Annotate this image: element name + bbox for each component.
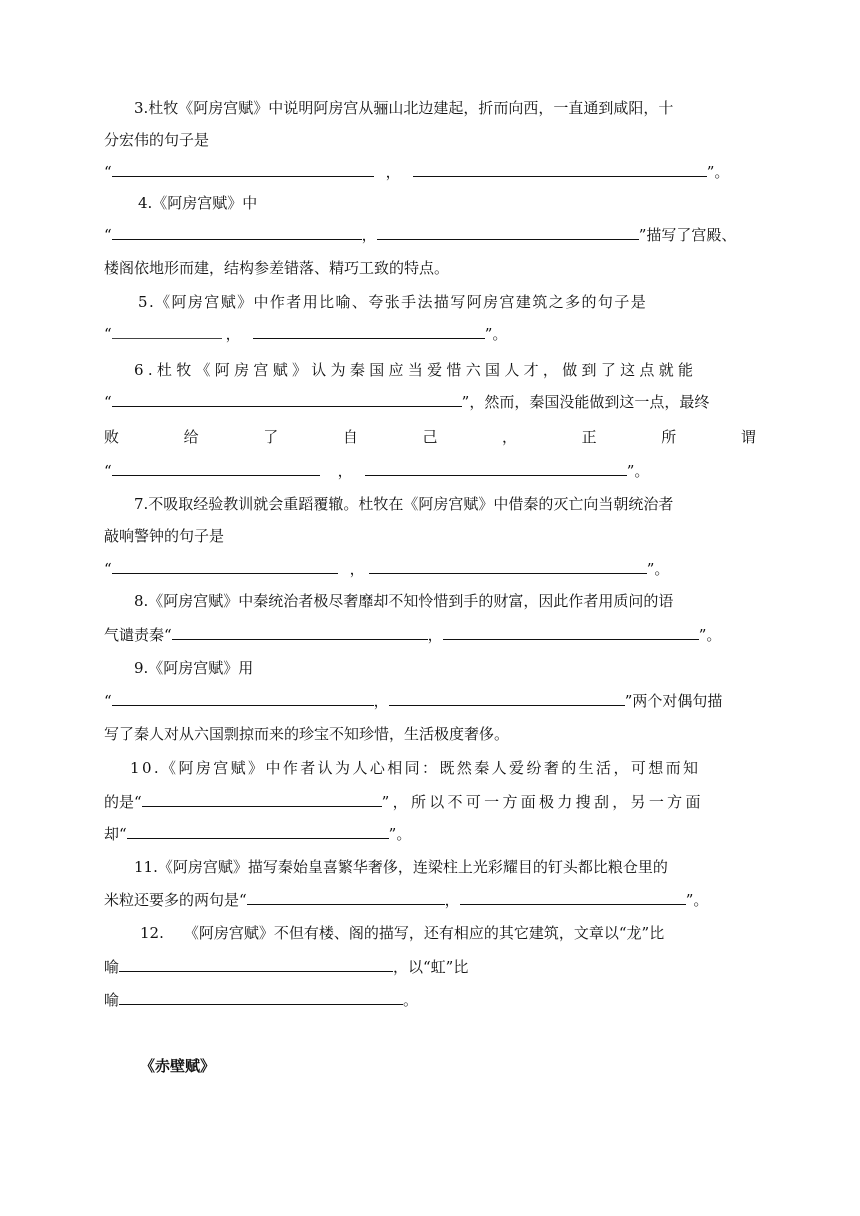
- q6-answer-line-2: [104, 459, 649, 483]
- q4-answer-line: [104, 223, 736, 247]
- q12-answer-line-1: [104, 955, 468, 979]
- q12-answer-line-2: [104, 988, 418, 1012]
- answer-blank[interactable]: [247, 888, 445, 905]
- q4-after-text: ”描写了宫殿、: [638, 226, 737, 244]
- q8-line1: 8.《阿房宫赋》中秦统治者极尽奢靡却不知怜惜到手的财富，因此作者用质问的语: [134, 592, 674, 610]
- q6-char: 自: [342, 428, 358, 446]
- period: 。: [403, 991, 419, 1009]
- answer-blank[interactable]: [172, 623, 428, 640]
- answer-blank[interactable]: [443, 623, 699, 640]
- answer-blank[interactable]: [119, 955, 393, 972]
- q7-answer-line: [104, 557, 669, 581]
- open-quote: “: [104, 560, 112, 578]
- answer-blank[interactable]: [112, 160, 374, 177]
- open-quote: “: [104, 163, 112, 181]
- close-quote: ”。: [484, 325, 508, 343]
- q6-char: 己: [422, 428, 438, 446]
- q12-number: 12.: [140, 924, 164, 942]
- q6-after-text: ”，然而，秦国没能做到这一点，最终: [461, 393, 710, 411]
- q5-line1: 5.《阿房宫赋》中作者用比喻、夸张手法描写阿房宫建筑之多的句子是: [138, 293, 648, 311]
- answer-blank[interactable]: [142, 790, 382, 807]
- comma: ，: [444, 891, 460, 909]
- close-quote: ”。: [626, 462, 650, 480]
- q6-line1: 6.杜牧《阿房宫赋》认为秦国应当爱惜六国人才，做到了这点就能: [134, 361, 698, 379]
- q5-answer-line: [104, 322, 507, 346]
- open-quote: “: [104, 226, 112, 244]
- q6-answer-line: [104, 390, 709, 414]
- open-quote: “: [104, 462, 112, 480]
- open-quote: “: [104, 692, 112, 710]
- q6-char: 所: [661, 428, 677, 446]
- q12-line2-prefix: 喻: [104, 958, 120, 976]
- close-quote: ”。: [646, 560, 670, 578]
- q8-line2-prefix: 气谴责秦“: [104, 626, 172, 644]
- q6-char: ，: [502, 428, 518, 446]
- close-quote: ”。: [685, 891, 709, 909]
- answer-blank[interactable]: [112, 557, 338, 574]
- q10-line2-prefix: 的是“: [104, 793, 142, 811]
- comma: ，: [361, 226, 377, 244]
- close-quote: ”。: [698, 626, 722, 644]
- q10-line2-suffix: ”，所以不可一方面极力搜刮，另一方面: [381, 793, 704, 811]
- section-heading: 《赤壁赋》: [140, 1057, 216, 1075]
- answer-blank[interactable]: [389, 689, 625, 706]
- q12-line3-prefix: 喻: [104, 991, 120, 1009]
- q7-line1: 7.不吸取经验教训就会重蹈覆辙。杜牧在《阿房宫赋》中借秦的灭亡向当朝统治者: [134, 495, 674, 513]
- q11-line2-prefix: 米粒还要多的两句是“: [104, 891, 247, 909]
- answer-blank[interactable]: [112, 689, 374, 706]
- q4-line3: 楼阁依地形而建，结构参差错落、精巧工致的特点。: [104, 259, 450, 277]
- comma: ，: [337, 462, 353, 480]
- answer-blank[interactable]: [253, 322, 485, 339]
- answer-blank[interactable]: [119, 988, 403, 1005]
- q4-line1: 4.《阿房宫赋》中: [138, 194, 258, 212]
- open-quote: “: [104, 325, 112, 343]
- comma: ，: [385, 163, 401, 181]
- q6-char: 败: [104, 428, 120, 446]
- answer-blank[interactable]: [369, 557, 647, 574]
- answer-blank[interactable]: [127, 822, 389, 839]
- q12-line2-suffix: ，以“虹”比: [393, 958, 469, 976]
- answer-blank[interactable]: [112, 390, 462, 407]
- q10-line1: 10.《阿房宫赋》中作者认为人心相同：既然秦人爱纷奢的生活，可想而知: [130, 759, 701, 777]
- q12-line1: [140, 921, 664, 945]
- comma: ，: [225, 325, 241, 343]
- q9-after-text: ”两个对偶句描: [624, 692, 723, 710]
- answer-blank[interactable]: [460, 888, 686, 905]
- comma: ，: [427, 626, 443, 644]
- q7-line2: 敲响警钟的句子是: [104, 527, 225, 545]
- q6-char: 谓: [740, 428, 756, 446]
- q12-line1-text: 《阿房宫赋》不但有楼、阁的描写，还有相应的其它建筑，文章以“龙”比: [183, 924, 665, 942]
- answer-blank[interactable]: [365, 459, 627, 476]
- q10-answer-line-2: [104, 822, 411, 846]
- q9-line3: 写了秦人对从六国剽掠而来的珍宝不知珍惜，生活极度奢侈。: [104, 725, 510, 743]
- q6-char: 正: [581, 428, 597, 446]
- q11-answer-line: [104, 888, 708, 912]
- q11-line1: 11.《阿房宫赋》描写秦始皇喜繁华奢侈，连梁柱上光彩耀目的钉头都比粮仓里的: [134, 858, 668, 876]
- q3-line1: 3.杜牧《阿房宫赋》中说明阿房宫从骊山北边建起，折而向西，一直通到咸阳，十: [134, 99, 674, 117]
- q3-answer-line: [104, 160, 729, 184]
- answer-blank[interactable]: [413, 160, 707, 177]
- q6-char: 了: [263, 428, 279, 446]
- close-quote: ”。: [706, 163, 730, 181]
- answer-blank[interactable]: [377, 223, 639, 240]
- comma: ，: [349, 560, 365, 578]
- open-quote: “: [104, 393, 112, 411]
- answer-blank[interactable]: [112, 322, 222, 339]
- q9-answer-line: [104, 689, 722, 713]
- close-quote: ”。: [388, 825, 412, 843]
- q3-line2: 分宏伟的句子是: [104, 131, 210, 149]
- q10-line3-prefix: 却“: [104, 825, 127, 843]
- q10-answer-line-1: [104, 790, 704, 814]
- q6-char: 给: [183, 428, 199, 446]
- q6-spread-line: [104, 425, 756, 449]
- comma: ，: [373, 692, 389, 710]
- answer-blank[interactable]: [112, 459, 320, 476]
- q9-line1: 9.《阿房宫赋》用: [134, 659, 254, 677]
- answer-blank[interactable]: [112, 223, 362, 240]
- q8-answer-line: [104, 623, 721, 647]
